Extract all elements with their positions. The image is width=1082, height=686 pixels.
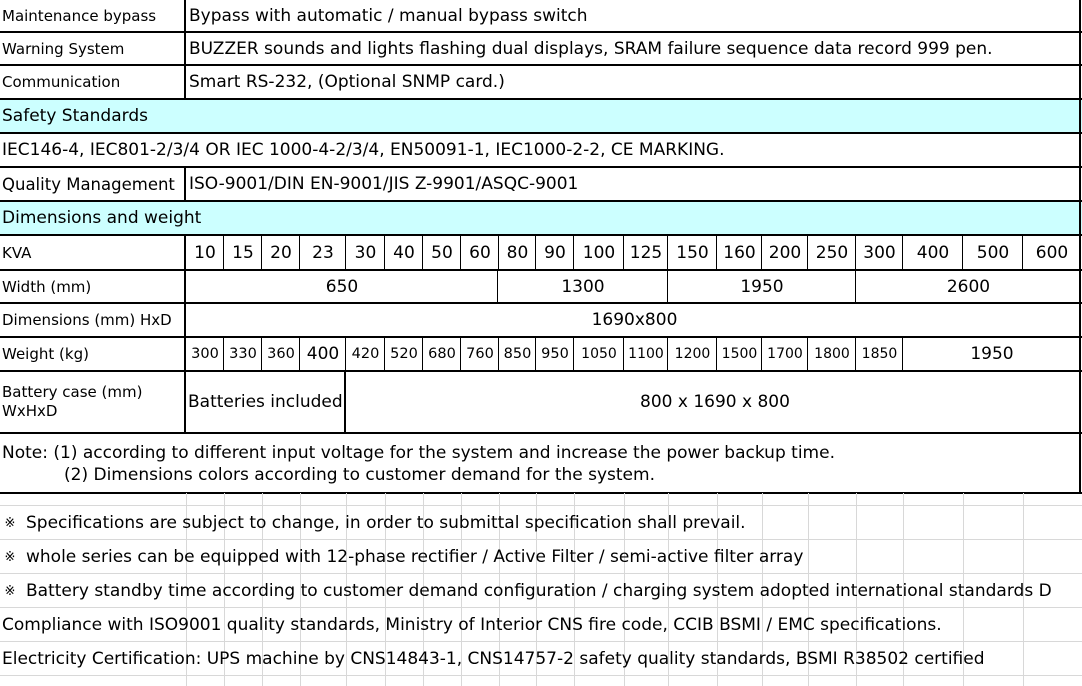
weight-cell: 680	[424, 338, 461, 370]
weight-cell: 300	[187, 338, 224, 370]
kva-cell: 100	[575, 236, 624, 269]
kva-cell: 200	[763, 236, 808, 269]
weight-cell: 1700	[763, 338, 808, 370]
kva-cell: 150	[669, 236, 717, 269]
kva-cell: 60	[462, 236, 499, 269]
kva-cell: 40	[386, 236, 423, 269]
footnote-2-text: whole series can be equipped with 12-phase rectifier / Active Filter / semi-active filter array	[26, 547, 804, 567]
footnote-3	[0, 575, 1082, 607]
value-quality-management: ISO-9001/DIN EN-9001/JIS Z-9901/ASQC-9001	[189, 174, 579, 194]
weight-cell: 1050	[575, 338, 624, 370]
label-dimensions-hxd: Dimensions (mm) HxD	[0, 304, 186, 336]
value-batteries-included: Batteries included	[187, 372, 346, 432]
label-battery-case-line2: WxHxD	[2, 402, 58, 420]
weight-cell-last: 1950	[970, 344, 1014, 364]
footnote-2	[0, 541, 1082, 573]
label-quality-management: Quality Management	[0, 168, 186, 200]
note-block	[0, 434, 1082, 490]
kva-cell: 250	[809, 236, 856, 269]
row-communication	[0, 66, 1082, 98]
kva-cell: 23	[301, 236, 346, 269]
weight-cell: 400	[301, 338, 346, 370]
row-safety-value	[0, 134, 1082, 166]
width-group-cell: 1950	[669, 271, 856, 302]
footnote-4-text: Compliance with ISO9001 quality standards, Ministry of Interior CNS fire code, CCIB BSMI / EMC specifications.	[2, 615, 942, 635]
weight-cell: 360	[263, 338, 300, 370]
footnote-1	[0, 507, 1082, 539]
width-group-cell: 2600	[946, 276, 991, 297]
weight-cell: 330	[225, 338, 262, 370]
weight-cell: 1800	[809, 338, 856, 370]
weight-cell: 850	[500, 338, 536, 370]
footnote-1-text: Specifications are subject to change, in order to submittal specification shall prevail.	[26, 513, 746, 533]
kva-cell: 500	[964, 236, 1023, 269]
row-warning-system	[0, 33, 1082, 64]
label-communication: Communication	[0, 66, 186, 98]
value-battery-size: 800 x 1690 x 800	[640, 392, 790, 412]
weight-cell: 950	[537, 338, 574, 370]
kva-cell: 80	[500, 236, 536, 269]
kva-cell: 125	[625, 236, 668, 269]
footnote-4	[0, 609, 1082, 641]
label-width: Width (mm)	[0, 271, 186, 302]
row-battery-case	[0, 372, 1082, 432]
row-width	[0, 271, 1082, 302]
row-maintenance-bypass	[0, 0, 1082, 31]
footnote-5	[0, 643, 1082, 675]
row-quality-management	[0, 168, 1082, 200]
kva-cell: 30	[347, 236, 385, 269]
weight-cell: 1850	[857, 338, 903, 370]
width-group-cell: 1300	[499, 271, 668, 302]
section-dimensions-weight	[0, 202, 1082, 234]
kva-cell: 10	[187, 236, 224, 269]
weight-cell: 520	[386, 338, 423, 370]
width-group-cell: 650	[187, 271, 498, 302]
weight-cell: 1100	[625, 338, 668, 370]
kva-cell: 90	[537, 236, 574, 269]
label-warning-system: Warning System	[0, 33, 186, 64]
row-kva	[0, 236, 1082, 269]
kva-cell: 15	[225, 236, 262, 269]
weight-cell: 1200	[669, 338, 717, 370]
label-battery-case	[0, 372, 186, 432]
value-dimensions-hxd: 1690x800	[591, 310, 678, 330]
weight-cell: 1500	[718, 338, 762, 370]
kva-cell: 160	[718, 236, 762, 269]
label-maintenance-bypass: Maintenance bypass	[0, 0, 186, 31]
weight-cell: 760	[462, 338, 499, 370]
reference-mark-icon: ※	[4, 583, 16, 599]
value-safety-standards: IEC146-4, IEC801-2/3/4 OR IEC 1000-4-2/3/4, EN50091-1, IEC1000-2-2, CE MARKING.	[2, 140, 725, 160]
label-weight: Weight (kg)	[0, 338, 186, 370]
label-battery-case-line1: Battery case (mm)	[2, 383, 143, 401]
footnote-3-text: Battery standby time according to customer demand configuration / charging system adopted international standards D	[26, 581, 1052, 601]
reference-mark-icon: ※	[4, 515, 16, 531]
kva-cell: 400	[904, 236, 963, 269]
kva-cell: 50	[424, 236, 461, 269]
kva-cell: 300	[857, 236, 903, 269]
reference-mark-icon: ※	[4, 549, 16, 565]
value-warning-system: BUZZER sounds and lights flashing dual displays, SRAM failure sequence data record 999 pen.	[189, 38, 993, 59]
row-dimensions-hxd	[0, 304, 1082, 336]
section-title-dimensions: Dimensions and weight	[2, 208, 202, 228]
value-communication: Smart RS-232, (Optional SNMP card.)	[189, 72, 505, 92]
label-kva: KVA	[0, 236, 186, 269]
note-line-2: (2) Dimensions colors according to customer demand for the system.	[64, 465, 655, 485]
kva-cell: 600	[1035, 242, 1069, 263]
footnote-5-text: Electricity Certification: UPS machine by CNS14843-1, CNS14757-2 safety quality standards, BSMI R38502 certified	[2, 649, 985, 669]
weight-cell: 420	[347, 338, 385, 370]
row-weight	[0, 338, 1082, 370]
kva-cell: 20	[263, 236, 300, 269]
section-title-safety: Safety Standards	[2, 106, 148, 126]
note-line-1: Note: (1) according to different input voltage for the system and increase the power backup time.	[2, 443, 835, 463]
section-safety-standards	[0, 100, 1082, 132]
value-maintenance-bypass: Bypass with automatic / manual bypass switch	[189, 5, 588, 26]
